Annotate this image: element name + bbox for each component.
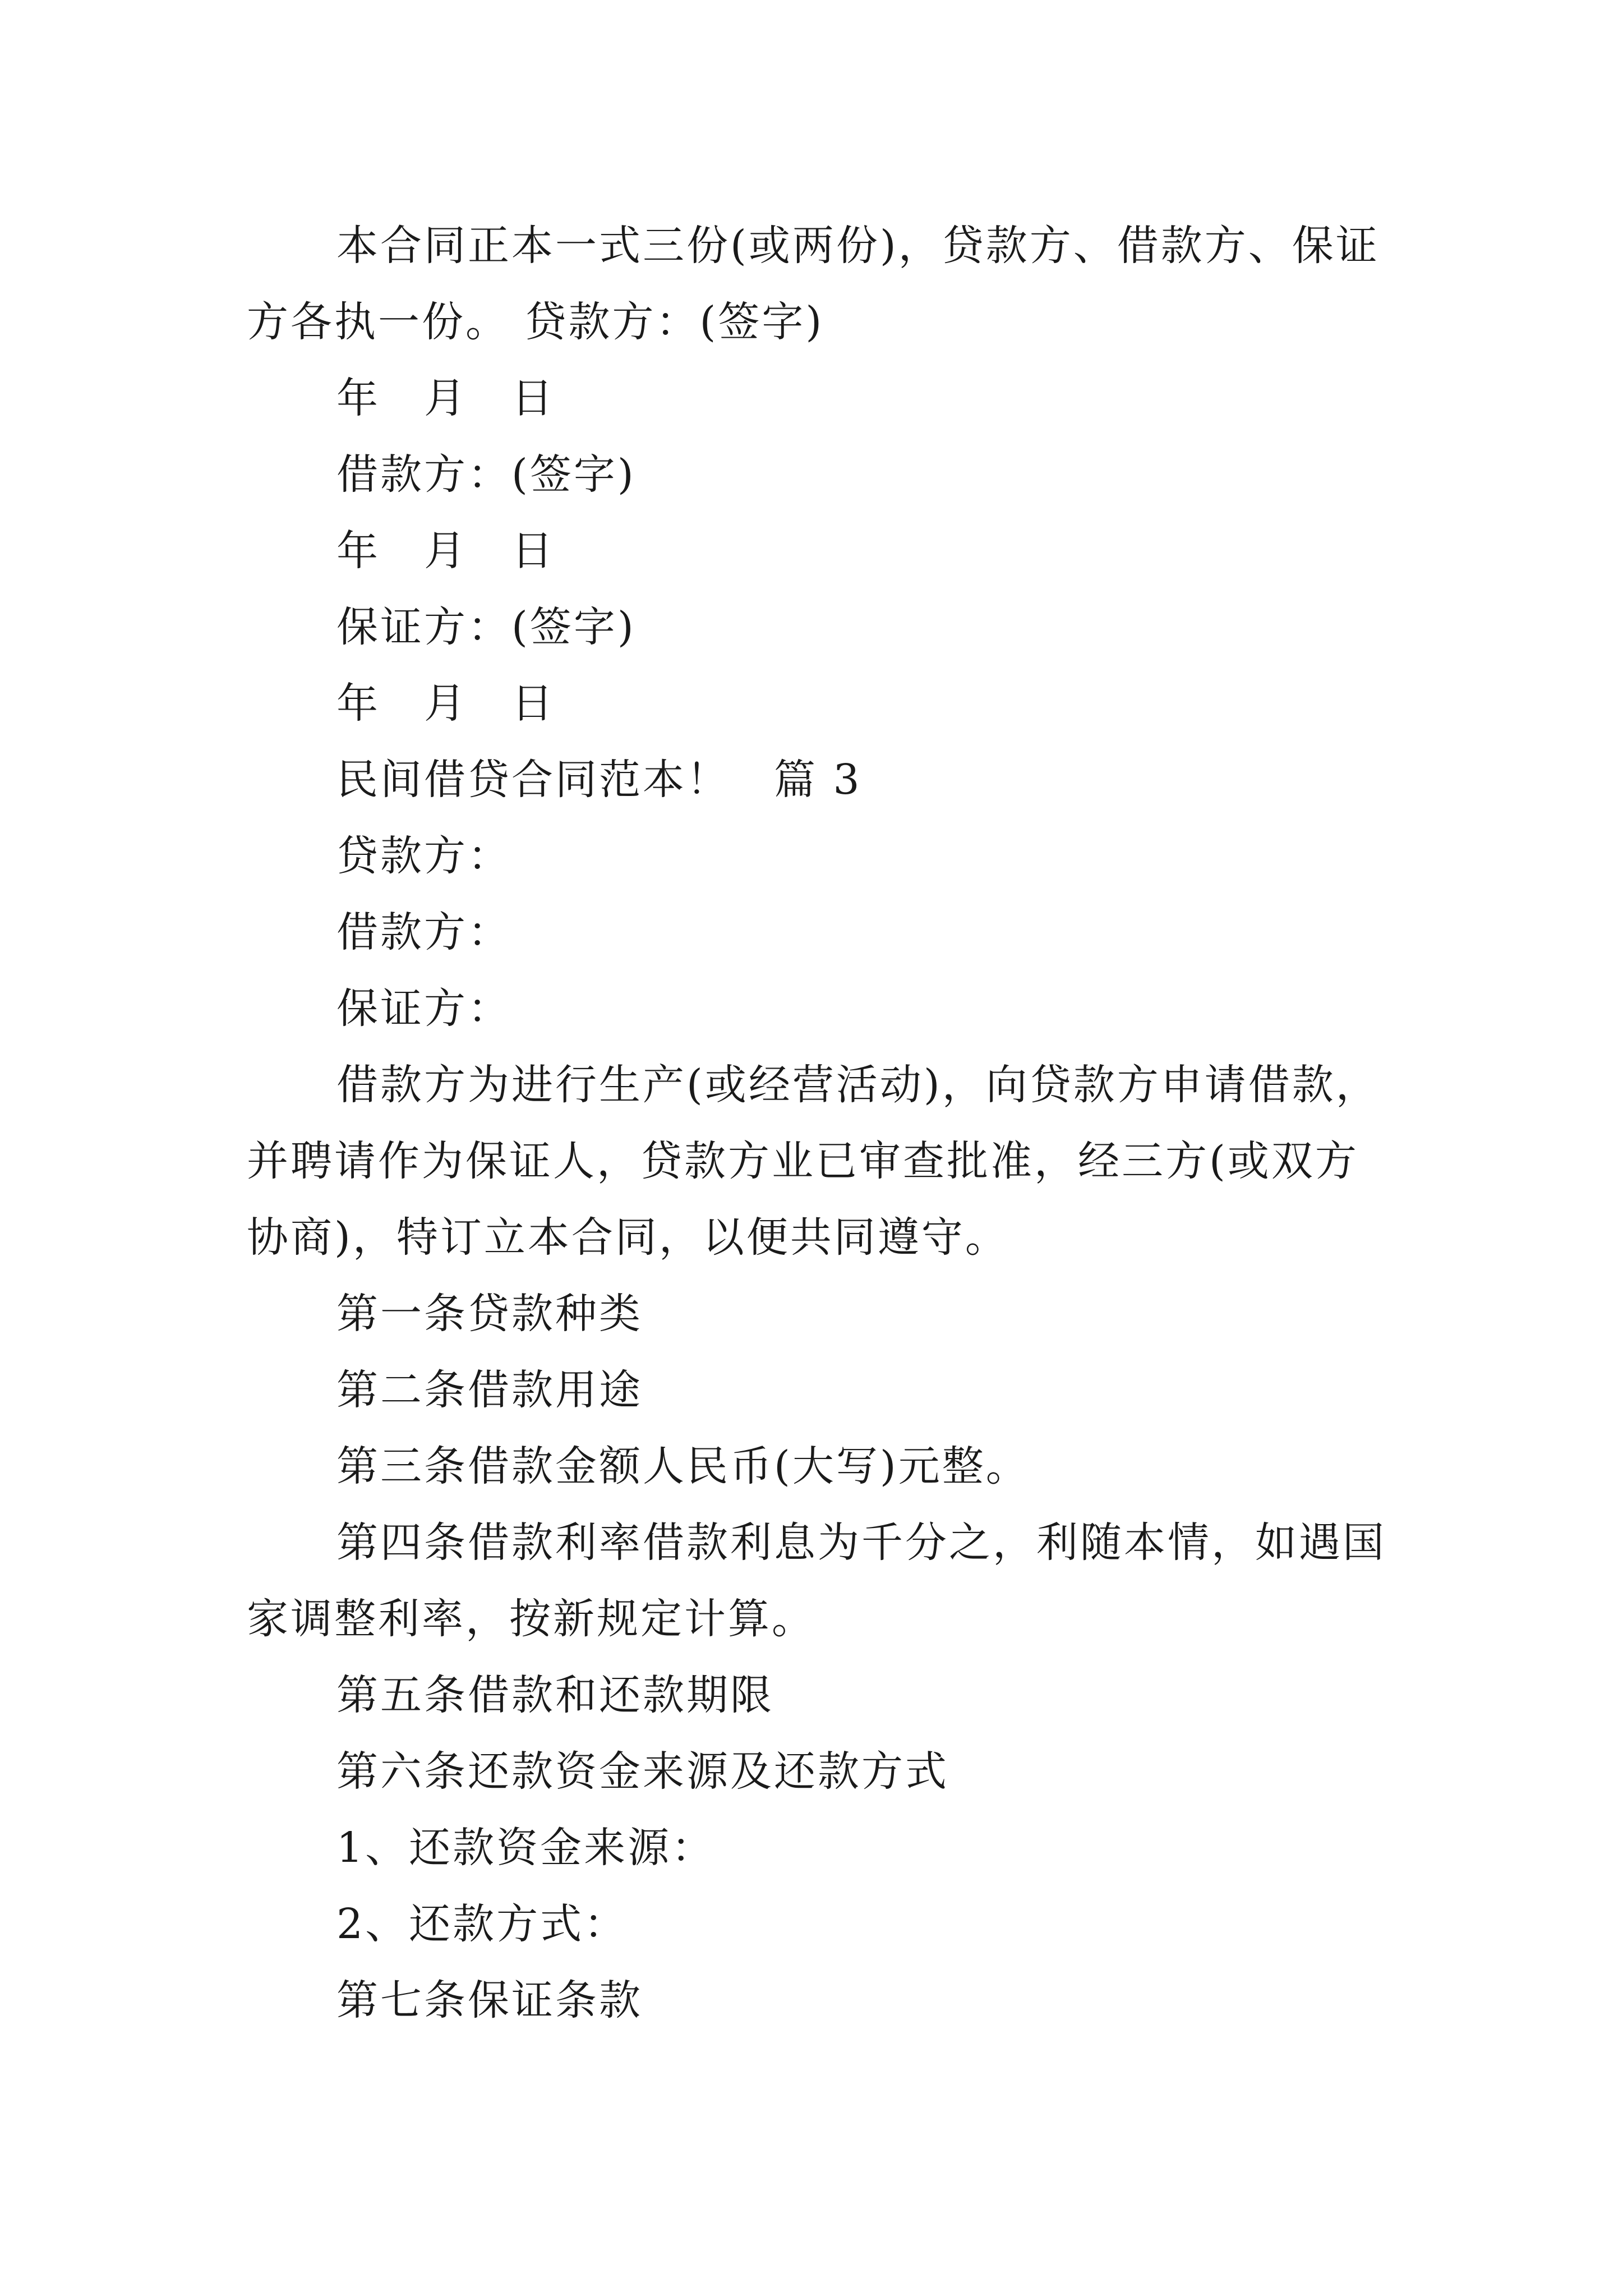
article-1: 第一条贷款种类 (336, 1290, 643, 1338)
article-6-item-1: 1、还款资金来源： (336, 1824, 716, 1872)
paragraph-copies-clause: 本合同正本一式三份(或两份)，贷款方、借款方、保证方各执一份。 贷款方：(签字) (247, 222, 1380, 346)
paragraph-preamble: 借款方为进行生产(或经营活动)，向贷款方申请借款，并聘请作为保证人，贷款方业已审查批准，经三方(或双方协商)，特订立本合同，以便共同遵守。 (247, 1061, 1380, 1262)
article-6: 第六条还款资金来源及还款方式 (336, 1747, 949, 1796)
paragraph-lender: 贷款方： (336, 832, 511, 880)
paragraph-date-borrower: 年 月 日 (336, 527, 555, 575)
section-heading: 民间借贷合同范本！ 篇 3 (336, 756, 862, 804)
article-5: 第五条借款和还款期限 (336, 1671, 774, 1719)
paragraph-guarantor-signature: 保证方：(签字) (336, 603, 636, 651)
article-7: 第七条保证条款 (336, 1976, 643, 2024)
paragraph-borrower: 借款方： (336, 908, 511, 956)
paragraph-guarantor: 保证方： (336, 984, 511, 1033)
article-2: 第二条借款用途 (336, 1366, 643, 1414)
paragraph-borrower-signature: 借款方：(签字) (336, 450, 636, 499)
document-body (247, 208, 1391, 2039)
article-4: 第四条借款利率借款利息为千分之，利随本情，如遇国家调整利率，按新规定计算。 (247, 1519, 1386, 1643)
article-6-item-2: 2、还款方式： (336, 1900, 628, 1948)
article-3: 第三条借款金额人民币(大写)元整。 (336, 1442, 1030, 1490)
paragraph-date-guarantor: 年 月 日 (336, 679, 555, 728)
paragraph-date-lender: 年 月 日 (336, 374, 555, 422)
